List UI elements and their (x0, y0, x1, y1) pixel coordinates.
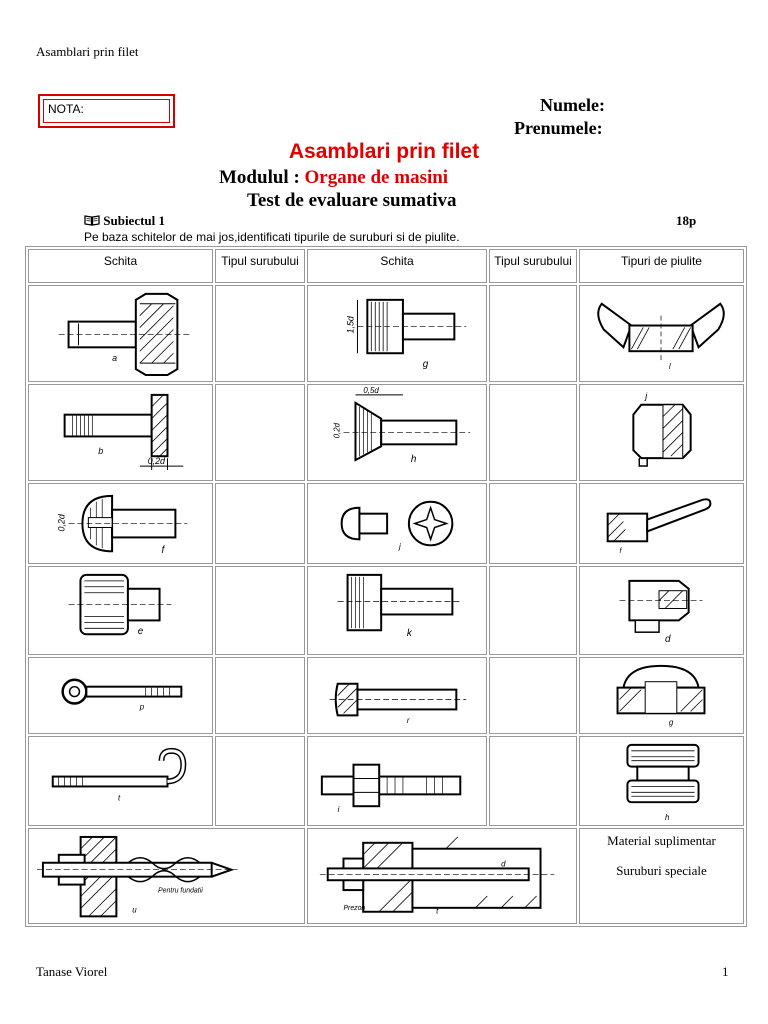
caption-prezon: Prezon (343, 905, 366, 913)
label-e: e (137, 626, 144, 638)
sketch-nut-f (579, 483, 744, 564)
running-header: Asamblari prin filet (36, 44, 139, 59)
table-row (28, 566, 744, 655)
footer-page-number: 1 (722, 964, 729, 979)
sketch-bolt-a (28, 285, 213, 382)
sketch-bolt-j (307, 483, 487, 564)
sketch-bolt-p (28, 657, 213, 734)
sketch-bolt-k (307, 566, 487, 655)
module-line (219, 167, 448, 189)
label-nut-j: j (645, 390, 648, 401)
sketch-bolt-g (307, 285, 487, 382)
name-label: Numele: (540, 95, 605, 115)
header-tipul-2: Tipul surubului (489, 249, 577, 283)
answer-cell[interactable] (489, 384, 577, 481)
table-row (28, 483, 744, 564)
t-head-bolt-drawing (308, 658, 486, 733)
subject-heading (84, 213, 165, 229)
label-r: r (406, 716, 410, 726)
table-row (28, 828, 744, 923)
knurled-bolt-drawing (308, 286, 486, 381)
sketch-bolt-t-prezon (307, 828, 577, 923)
wing-nut-drawing (580, 286, 743, 381)
foundation-bolt-drawing (29, 829, 304, 922)
subject-points: 18p (676, 213, 697, 228)
cap-nut-drawing (580, 385, 743, 480)
conical-bolt-drawing (308, 567, 486, 654)
dim-0-2d-f: 0,2d (56, 514, 67, 532)
label-g: g (422, 359, 429, 371)
test-title: Test de evaluare sumativa (247, 190, 457, 211)
label-a: a (112, 353, 118, 364)
label-j: j (398, 542, 401, 552)
label-nut-d: d (664, 634, 671, 646)
label-t2: t (436, 907, 439, 917)
caption-pentru-fundatii: Pentru fundatii (158, 887, 203, 895)
nota-box[interactable] (38, 94, 175, 128)
sketch-nut-h (579, 736, 744, 826)
side-note-line-1: Material suplimentar (607, 833, 716, 849)
sketch-bolt-t (28, 736, 213, 826)
round-head-bolt-drawing (29, 484, 212, 563)
table-row (28, 736, 744, 826)
label-i: i (337, 805, 340, 815)
header-schita-2: Schita (307, 249, 487, 283)
module-prefix: Modulul : (219, 167, 300, 188)
label-k: k (406, 628, 412, 640)
module-name: Organe de masini (304, 167, 449, 188)
square-head-bolt-drawing (29, 385, 212, 480)
sketch-bolt-r (307, 657, 487, 734)
nota-label: NOTA: (48, 102, 84, 116)
hex-bolt-drawing (29, 286, 212, 381)
sketch-bolt-e (28, 566, 213, 655)
label-nut-h: h (664, 813, 670, 823)
sketch-bolt-b (28, 384, 213, 481)
surname-label: Prenumele: (514, 118, 603, 138)
eye-bolt-drawing (29, 658, 212, 733)
stud-nut-assembly-drawing (308, 737, 486, 825)
answer-cell[interactable] (215, 657, 305, 734)
knurled-nut-drawing (580, 737, 743, 825)
stud-prezon-drawing (308, 829, 576, 922)
dim-1-5d: 1,5d (345, 316, 356, 334)
answer-cell[interactable] (215, 736, 305, 826)
label-nut-f: f (619, 548, 622, 556)
label-p: p (139, 702, 145, 712)
answer-cell[interactable] (215, 384, 305, 481)
countersunk-bolt-drawing (308, 385, 486, 480)
sketch-bolt-i (307, 736, 487, 826)
instruction-text: Pe baza schitelor de mai jos,identificati tipurile de suruburi si de piulite. (84, 230, 460, 244)
identification-table (25, 246, 747, 927)
answer-cell[interactable] (215, 566, 305, 655)
table-row (28, 384, 744, 481)
header-schita-1: Schita (28, 249, 213, 283)
sketch-bolt-f (28, 483, 213, 564)
lever-nut-drawing (580, 484, 743, 563)
answer-cell[interactable] (215, 483, 305, 564)
label-h: h (410, 454, 417, 466)
header-piulite: Tipuri de piulite (579, 249, 744, 283)
hook-bolt-drawing (29, 737, 212, 825)
side-note (579, 828, 744, 923)
dim-0-2d-h: 0,2d (332, 422, 342, 439)
phillips-bolt-drawing (308, 484, 486, 563)
side-note-line-2: Suruburi speciale (616, 863, 707, 879)
document-title: Asamblari prin filet (288, 140, 480, 163)
open-book-icon (84, 215, 100, 226)
answer-cell[interactable] (489, 657, 577, 734)
answer-cell[interactable] (489, 483, 577, 564)
label-f: f (161, 545, 165, 557)
header-tipul-1: Tipul surubului (215, 249, 305, 283)
slotted-nut-drawing (580, 567, 743, 654)
sketch-nut-g (579, 657, 744, 734)
dim-d: d (501, 859, 506, 869)
subject-label: Subiectul 1 (103, 213, 166, 228)
table-row (28, 657, 744, 734)
sketch-bolt-u (28, 828, 305, 923)
sketch-nut-j (579, 384, 744, 481)
table-header-row (28, 249, 744, 283)
dim-0-5d: 0,5d (363, 385, 379, 395)
sketch-bolt-h (307, 384, 487, 481)
dim-0-2d-b: 0,2d (147, 456, 166, 467)
answer-cell[interactable] (215, 285, 305, 382)
label-nut-l: l (668, 361, 671, 371)
knurled-head-bolt-drawing (29, 567, 212, 654)
label-nut-g: g (668, 718, 674, 728)
label-b: b (98, 446, 104, 457)
footer-author: Tanase Viorel (36, 964, 108, 979)
label-t1: t (118, 793, 121, 803)
answer-cell[interactable] (489, 736, 577, 826)
sketch-nut-d (579, 566, 744, 655)
sketch-nut-l (579, 285, 744, 382)
answer-cell[interactable] (489, 285, 577, 382)
table-row (28, 285, 744, 382)
label-u: u (132, 905, 137, 915)
dome-cap-nut-drawing (580, 658, 743, 733)
answer-cell[interactable] (489, 566, 577, 655)
